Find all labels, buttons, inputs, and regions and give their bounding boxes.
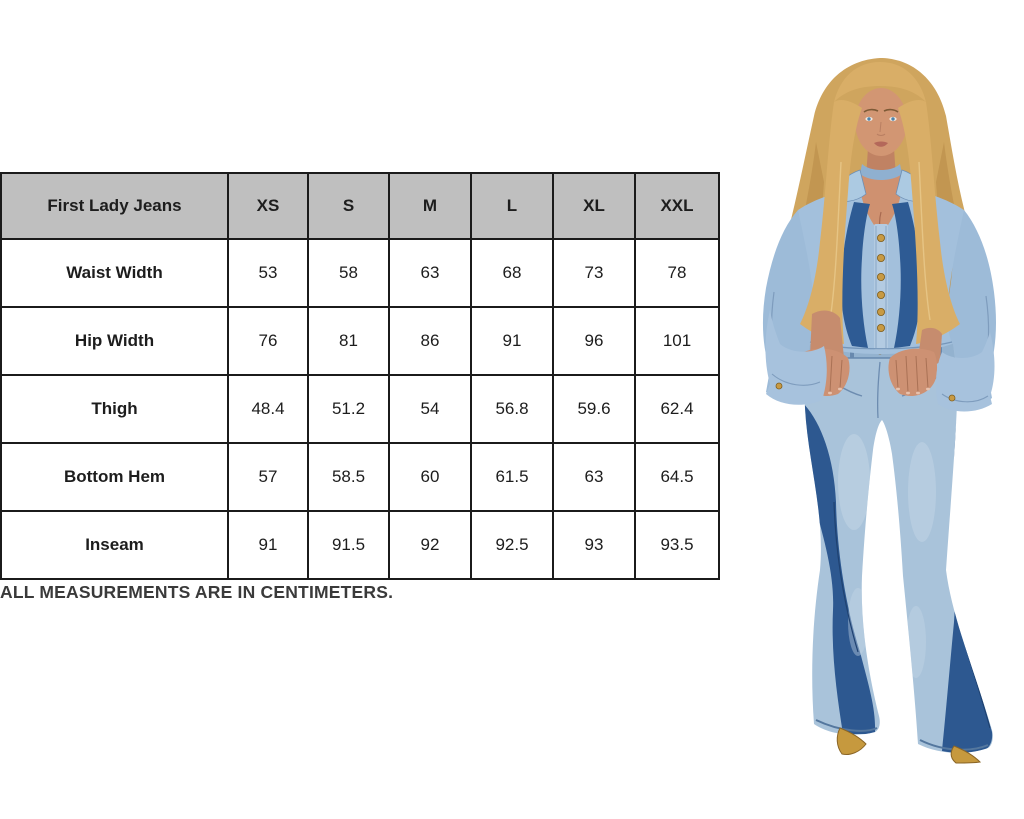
size-column-header: XL xyxy=(553,173,635,239)
size-value-cell: 54 xyxy=(389,375,471,443)
table-row xyxy=(1,239,719,307)
size-value-cell: 60 xyxy=(389,443,471,511)
size-chart-table xyxy=(0,172,720,580)
cuff-button-right xyxy=(949,395,955,401)
size-column-header: L xyxy=(471,173,553,239)
row-label: Thigh xyxy=(1,375,228,443)
row-label: Bottom Hem xyxy=(1,443,228,511)
row-label: Inseam xyxy=(1,511,228,579)
table-row xyxy=(1,443,719,511)
size-value-cell: 62.4 xyxy=(635,375,719,443)
size-value-cell: 73 xyxy=(553,239,635,307)
size-value-cell: 57 xyxy=(228,443,308,511)
size-value-cell: 92 xyxy=(389,511,471,579)
size-value-cell: 58 xyxy=(308,239,389,307)
size-value-cell: 91.5 xyxy=(308,511,389,579)
table-row xyxy=(1,511,719,579)
table-title-cell: First Lady Jeans xyxy=(1,173,228,239)
model-photo xyxy=(746,52,1014,764)
row-label: Hip Width xyxy=(1,307,228,375)
size-value-cell: 68 xyxy=(471,239,553,307)
row-label: Waist Width xyxy=(1,239,228,307)
size-value-cell: 92.5 xyxy=(471,511,553,579)
cuff-button-left xyxy=(776,383,782,389)
size-value-cell: 59.6 xyxy=(553,375,635,443)
size-value-cell: 51.2 xyxy=(308,375,389,443)
table-row xyxy=(1,375,719,443)
size-value-cell: 63 xyxy=(389,239,471,307)
size-value-cell: 48.4 xyxy=(228,375,308,443)
size-value-cell: 61.5 xyxy=(471,443,553,511)
size-column-header: M xyxy=(389,173,471,239)
measurements-footnote: ALL MEASUREMENTS ARE IN CENTIMETERS. xyxy=(0,582,394,602)
size-value-cell: 93.5 xyxy=(635,511,719,579)
model-face xyxy=(855,88,907,156)
table-header-row xyxy=(1,173,719,239)
size-value-cell: 64.5 xyxy=(635,443,719,511)
table-row xyxy=(1,307,719,375)
size-column-header: XXL xyxy=(635,173,719,239)
size-column-header: S xyxy=(308,173,389,239)
size-value-cell: 58.5 xyxy=(308,443,389,511)
size-value-cell: 86 xyxy=(389,307,471,375)
size-column-header: XS xyxy=(228,173,308,239)
size-value-cell: 91 xyxy=(228,511,308,579)
size-value-cell: 81 xyxy=(308,307,389,375)
size-value-cell: 76 xyxy=(228,307,308,375)
size-value-cell: 56.8 xyxy=(471,375,553,443)
size-value-cell: 101 xyxy=(635,307,719,375)
size-value-cell: 96 xyxy=(553,307,635,375)
size-value-cell: 91 xyxy=(471,307,553,375)
size-value-cell: 93 xyxy=(553,511,635,579)
size-value-cell: 53 xyxy=(228,239,308,307)
size-value-cell: 78 xyxy=(635,239,719,307)
size-value-cell: 63 xyxy=(553,443,635,511)
